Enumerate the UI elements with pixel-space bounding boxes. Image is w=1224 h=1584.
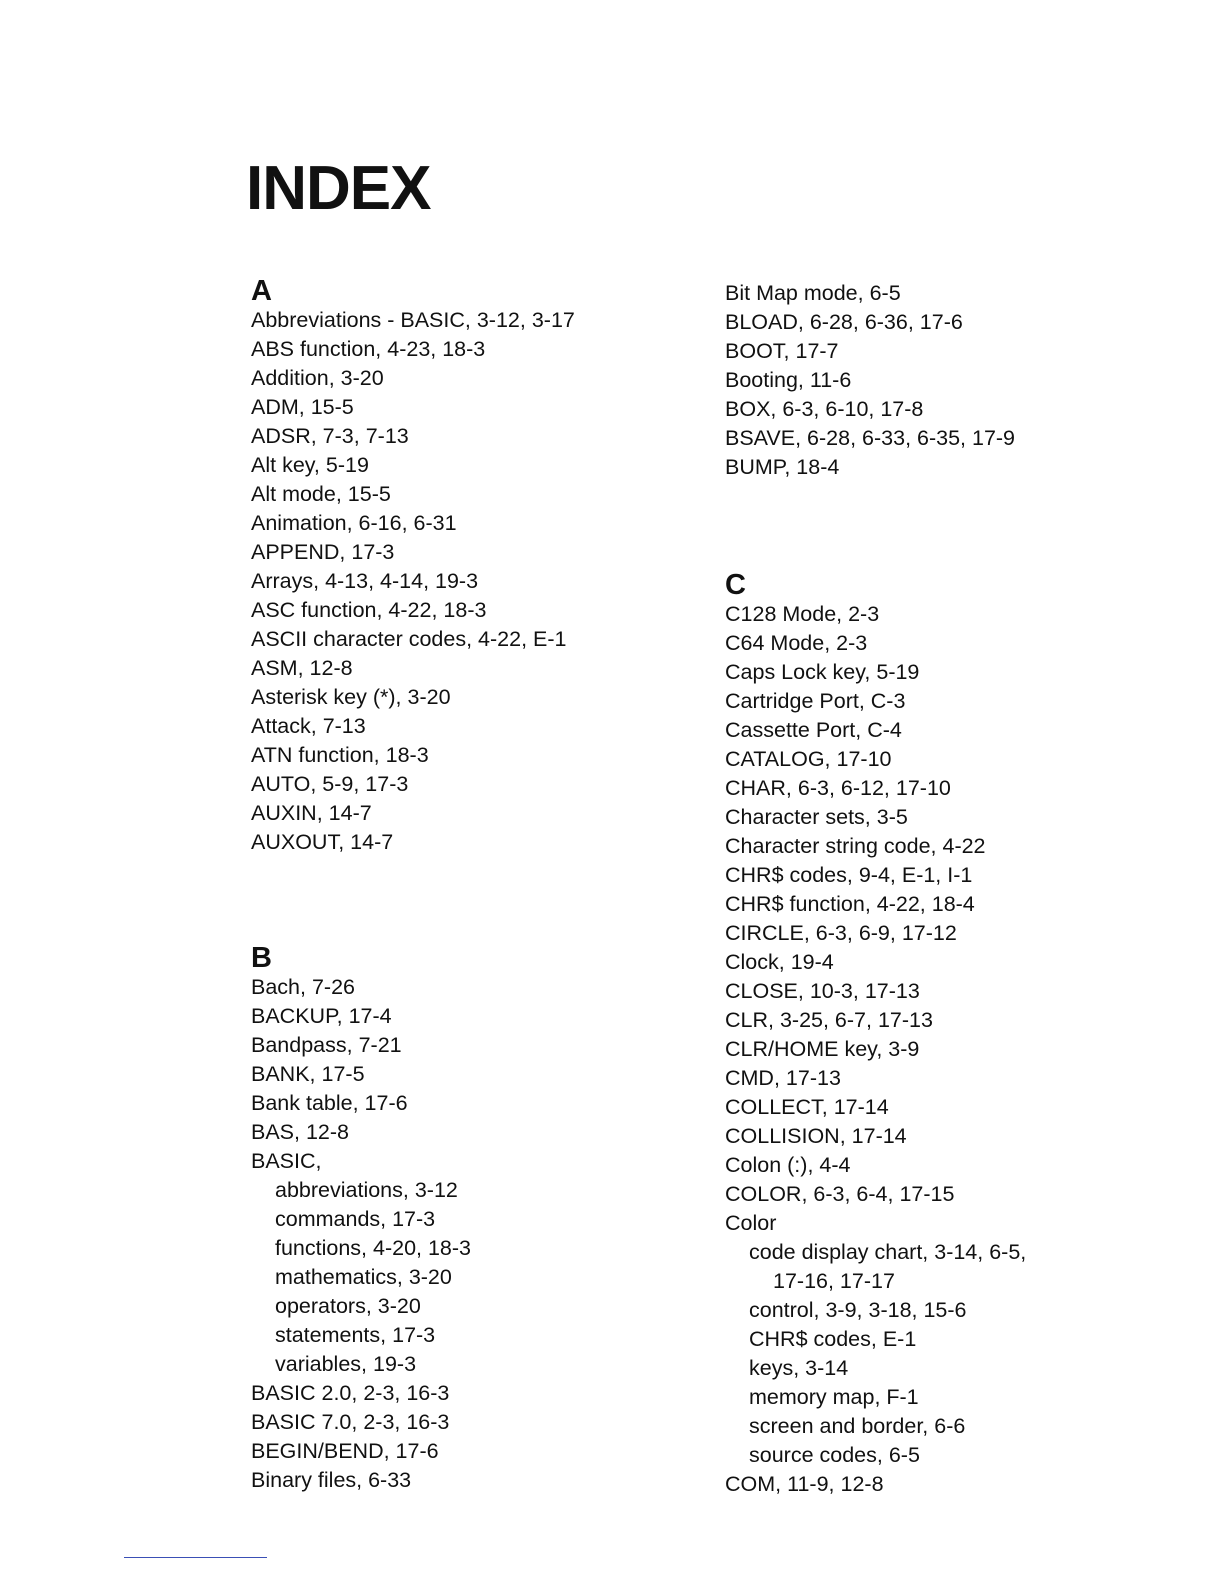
index-entry: Attack, 7-13 bbox=[251, 714, 366, 738]
index-subentry: CHR$ codes, E-1 bbox=[749, 1327, 917, 1351]
index-entry: AUXIN, 14-7 bbox=[251, 801, 372, 825]
index-subentry: commands, 17-3 bbox=[275, 1207, 436, 1231]
index-entry: BOOT, 17-7 bbox=[725, 339, 839, 363]
index-column-left bbox=[251, 276, 711, 1495]
index-column-right bbox=[725, 279, 1185, 1499]
index-entry: Binary files, 6-33 bbox=[251, 1468, 412, 1492]
index-subentry: operators, 3-20 bbox=[275, 1294, 421, 1318]
index-entry: Bank table, 17-6 bbox=[251, 1091, 408, 1115]
index-entry: COLOR, 6-3, 6-4, 17-15 bbox=[725, 1182, 955, 1206]
index-entry: Bach, 7-26 bbox=[251, 975, 355, 999]
index-entry: BUMP, 18-4 bbox=[725, 455, 840, 479]
index-subentry: keys, 3-14 bbox=[749, 1356, 849, 1380]
index-subentry-continuation: 17-16, 17-17 bbox=[773, 1269, 895, 1293]
index-entry: CMD, 17-13 bbox=[725, 1066, 841, 1090]
index-entry: Arrays, 4-13, 4-14, 19-3 bbox=[251, 569, 479, 593]
section-spacer bbox=[251, 857, 711, 943]
index-entry: CLR/HOME key, 3-9 bbox=[725, 1037, 920, 1061]
index-entry: Character string code, 4-22 bbox=[725, 834, 986, 858]
index-entry: CIRCLE, 6-3, 6-9, 17-12 bbox=[725, 921, 957, 945]
index-entry: BASIC 7.0, 2-3, 16-3 bbox=[251, 1410, 450, 1434]
index-entry: Colon (:), 4-4 bbox=[725, 1153, 851, 1177]
index-entry: ADSR, 7-3, 7-13 bbox=[251, 424, 409, 448]
index-entry: APPEND, 17-3 bbox=[251, 540, 395, 564]
index-entry: CHAR, 6-3, 6-12, 17-10 bbox=[725, 776, 951, 800]
index-entry: BLOAD, 6-28, 6-36, 17-6 bbox=[725, 310, 963, 334]
index-entry: Bit Map mode, 6-5 bbox=[725, 281, 901, 305]
index-entry: Cassette Port, C-4 bbox=[725, 718, 902, 742]
index-entry: COLLECT, 17-14 bbox=[725, 1095, 889, 1119]
index-entry: BOX, 6-3, 6-10, 17-8 bbox=[725, 397, 924, 421]
section-letter-a: A bbox=[251, 275, 272, 307]
index-entry: C64 Mode, 2-3 bbox=[725, 631, 868, 655]
section-letter-b: B bbox=[251, 942, 272, 974]
index-entry: Color bbox=[725, 1211, 777, 1235]
index-entry: Cartridge Port, C-3 bbox=[725, 689, 906, 713]
index-entry: COM, 11-9, 12-8 bbox=[725, 1472, 884, 1496]
index-entry: Alt key, 5-19 bbox=[251, 453, 369, 477]
index-subentry: screen and border, 6-6 bbox=[749, 1414, 966, 1438]
footer-rule bbox=[124, 1557, 267, 1558]
index-entry: COLLISION, 17-14 bbox=[725, 1124, 907, 1148]
index-entry: Alt mode, 15-5 bbox=[251, 482, 391, 506]
index-entry: Character sets, 3-5 bbox=[725, 805, 908, 829]
index-entry: ASC function, 4-22, 18-3 bbox=[251, 598, 487, 622]
index-subentry: variables, 19-3 bbox=[275, 1352, 417, 1376]
index-subentry: code display chart, 3-14, 6-5, bbox=[749, 1240, 1027, 1264]
index-entry: ASCII character codes, 4-22, E-1 bbox=[251, 627, 567, 651]
index-subentry: statements, 17-3 bbox=[275, 1323, 436, 1347]
index-entry: BASIC 2.0, 2-3, 16-3 bbox=[251, 1381, 450, 1405]
index-entry: CLOSE, 10-3, 17-13 bbox=[725, 979, 920, 1003]
index-entry: CLR, 3-25, 6-7, 17-13 bbox=[725, 1008, 933, 1032]
index-entry: C128 Mode, 2-3 bbox=[725, 602, 880, 626]
index-entry: Animation, 6-16, 6-31 bbox=[251, 511, 457, 535]
index-subentry: functions, 4-20, 18-3 bbox=[275, 1236, 472, 1260]
index-subentry: mathematics, 3-20 bbox=[275, 1265, 452, 1289]
index-entry: ATN function, 18-3 bbox=[251, 743, 429, 767]
index-entry: ABS function, 4-23, 18-3 bbox=[251, 337, 486, 361]
index-entry: AUXOUT, 14-7 bbox=[251, 830, 394, 854]
index-entry: BSAVE, 6-28, 6-33, 6-35, 17-9 bbox=[725, 426, 1016, 450]
index-entry: CHR$ codes, 9-4, E-1, I-1 bbox=[725, 863, 973, 887]
index-entry: CHR$ function, 4-22, 18-4 bbox=[725, 892, 975, 916]
index-entry: CATALOG, 17-10 bbox=[725, 747, 892, 771]
index-entry: BEGIN/BEND, 17-6 bbox=[251, 1439, 439, 1463]
index-entry: Caps Lock key, 5-19 bbox=[725, 660, 920, 684]
index-entry: ADM, 15-5 bbox=[251, 395, 354, 419]
index-entry: Clock, 19-4 bbox=[725, 950, 834, 974]
index-entry: Abbreviations - BASIC, 3-12, 3-17 bbox=[251, 308, 575, 332]
index-entry: Bandpass, 7-21 bbox=[251, 1033, 402, 1057]
index-entry: BASIC, bbox=[251, 1149, 322, 1173]
index-entry: Addition, 3-20 bbox=[251, 366, 384, 390]
index-entry: BANK, 17-5 bbox=[251, 1062, 365, 1086]
index-subentry: abbreviations, 3-12 bbox=[275, 1178, 458, 1202]
index-subentry: source codes, 6-5 bbox=[749, 1443, 920, 1467]
index-entry: Asterisk key (*), 3-20 bbox=[251, 685, 451, 709]
index-subentry: control, 3-9, 3-18, 15-6 bbox=[749, 1298, 967, 1322]
index-entry: AUTO, 5-9, 17-3 bbox=[251, 772, 409, 796]
index-entry: ASM, 12-8 bbox=[251, 656, 353, 680]
section-spacer bbox=[725, 482, 1185, 570]
index-entry: BACKUP, 17-4 bbox=[251, 1004, 392, 1028]
section-letter-c: C bbox=[725, 569, 746, 601]
index-entry: BAS, 12-8 bbox=[251, 1120, 349, 1144]
index-entry: Booting, 11-6 bbox=[725, 368, 852, 392]
index-subentry: memory map, F-1 bbox=[749, 1385, 919, 1409]
page-title: INDEX bbox=[246, 154, 431, 223]
